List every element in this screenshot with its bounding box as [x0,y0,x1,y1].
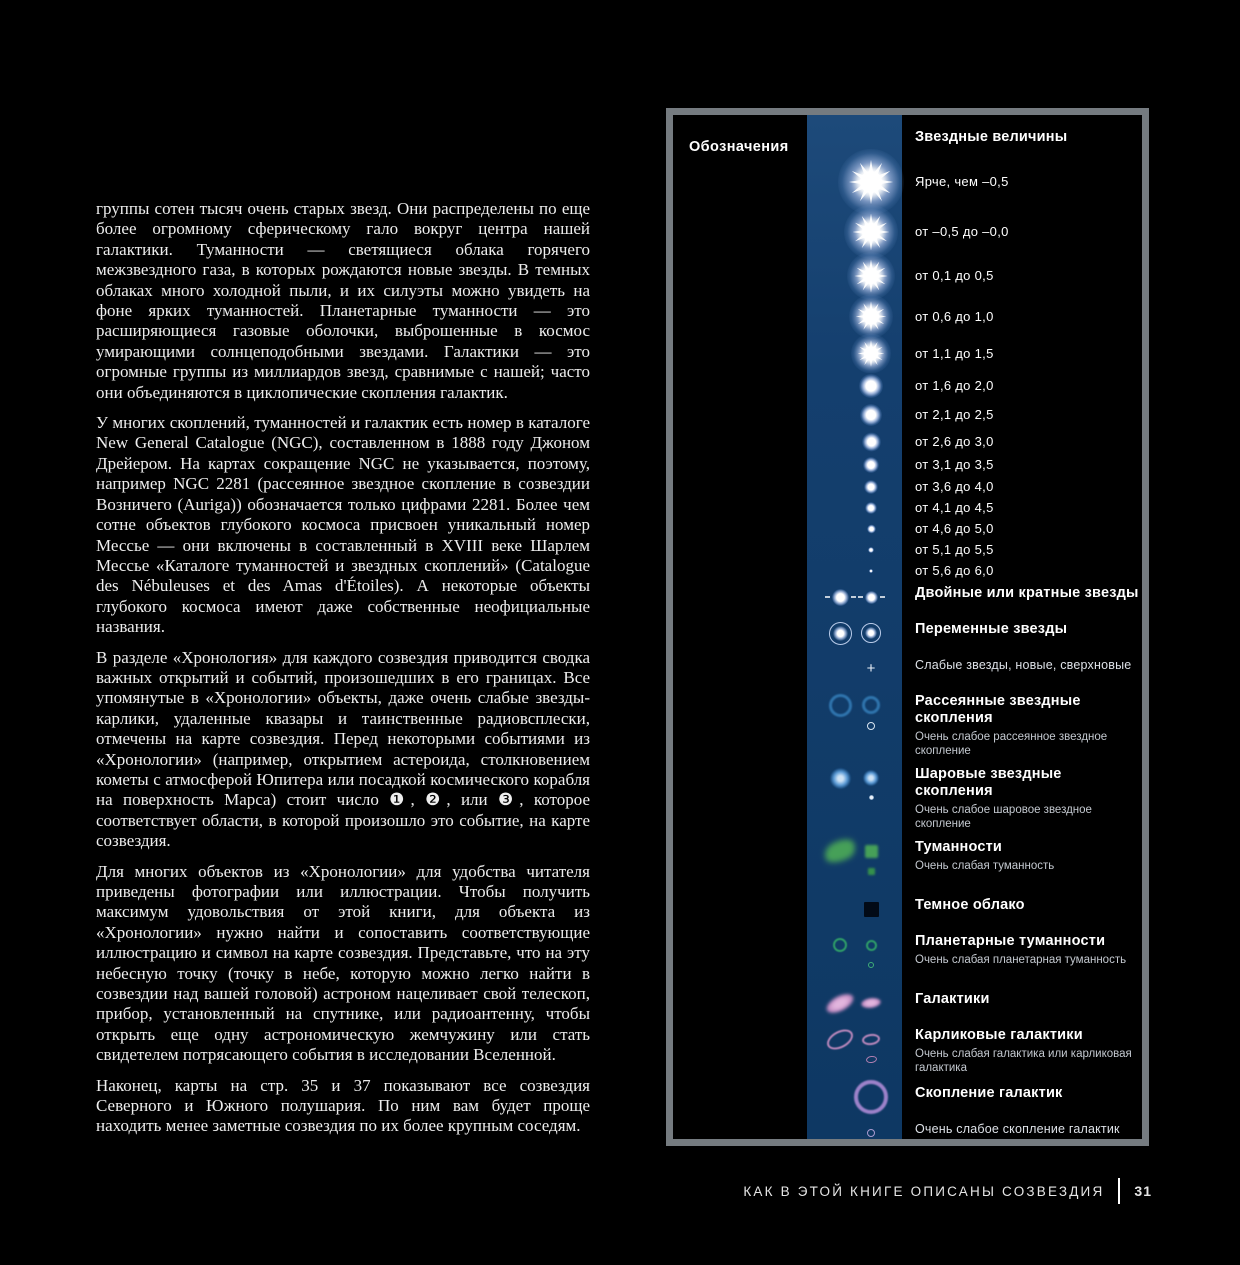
tick [825,596,830,598]
magnitude-label: от 1,6 до 2,0 [915,378,994,393]
magnitude-row [673,429,1142,454]
body-paragraph: Наконец, карты на стр. 35 и 37 показывают все созвездия Северного и Южного полушария. По ним вам будет проще находить менее заметные созвездия по их более крупным соседям. [96,1075,590,1136]
double-star-icon [858,591,885,604]
galaxy-cluster-ring-icon [854,1080,888,1114]
label-cell [902,541,1142,559]
symbol-slot [847,569,895,573]
article-text [96,199,590,1147]
legend-section-title: Очень слабое скопление галактик [915,1122,1120,1136]
label-cell [902,173,1142,191]
magnitude-row [673,336,1142,371]
variable-star-icon [865,627,877,639]
symbol-cell [807,617,902,649]
legend-section [673,929,1142,983]
symbol-cell [807,476,902,497]
symbol-cell [807,987,902,1019]
tick [858,596,863,598]
label-cell [902,1023,1142,1077]
magnitude-label: от 0,6 до 1,0 [915,308,994,324]
symbol-cell [807,518,902,539]
label-cell [902,433,1142,451]
legend-section-title: Шаровые звездные скопления [915,766,1062,799]
symbol-cell [807,454,902,476]
label-cell [902,1117,1142,1146]
legend-section [673,835,1142,889]
legend-section-subtitle: Очень слабое шаровое звездное скопление [915,804,1092,830]
magnitude-label: от 5,6 до 6,0 [915,562,994,578]
magnitude-label: от 1,1 до 1,5 [915,345,994,361]
magnitude-label: от –0,5 до –0,0 [915,224,1009,239]
variable-star-icon [833,626,848,641]
dot-icon [860,404,882,426]
faint-symbol-slot [847,795,895,800]
magnitude-row [673,476,1142,497]
footer-chapter-title: КАК В ЭТОЙ КНИГЕ ОПИСАНЫ СОЗВЕЗДИЯ [743,1183,1105,1199]
magnitude-row [673,560,1142,581]
planetary-ring-faint-icon [868,962,874,968]
magnitude-row [673,454,1142,476]
symbol-cell [807,762,902,831]
symbol-slot [847,653,895,685]
label-cell [902,893,1142,925]
symbol-cell [807,497,902,518]
label-cell [902,478,1142,496]
faint-symbol-slot [847,722,895,730]
legend-section [673,1023,1142,1077]
symbol-slot [847,404,895,426]
magnitude-row [673,209,1142,255]
label-cell [902,223,1142,241]
legend-section-title: Слабые звезды, новые, сверхновые [915,658,1132,672]
dark-cloud-icon [864,902,879,917]
planetary-ring-icon [866,940,877,951]
faint-symbol-slot [847,962,895,968]
magnitude-label: от 2,1 до 2,5 [915,407,994,422]
symbol-slot [847,524,895,533]
symbol-slot [847,1081,895,1113]
galaxy-small-icon [860,997,881,1010]
symbol-cell [807,336,902,371]
symbol-slot [847,1023,895,1055]
legend-section [673,1081,1142,1113]
open-cluster-faint-icon [867,722,875,730]
body-paragraph: Для многих объектов из «Хронологии» для удобства читателя приведены фотографии или иллюстрации. Чтобы получить максимум удовольствия от этой книги, для объекта из «Хронологии» нужно найти и сопоставить соответствующие иллюстрацию и символ на карте созвездия. Представьте, что на эту небесную точку (точку в небе, которую можно легко найти в созвездии над вашей головой) астроном нацеливает свой телескоп, прибор, установленный на спутнике, или радиоантенну, чтобы открыть еще одну астрономическую жемчужину или стать свидетелем потрясающего события в исследовании Вселенной. [96,861,590,1065]
symbol-slot [847,893,895,925]
open-cluster-icon [862,696,880,714]
magnitude-row [673,539,1142,560]
legend-section [673,689,1142,758]
symbol-cell [807,929,902,983]
faint-symbol-slot [847,1056,895,1063]
label-cell [902,689,1142,758]
legend-section-title: Скопление галактик [915,1085,1063,1101]
symbol-cell [807,371,902,401]
symbol-cell [807,581,902,613]
label-cell [902,762,1142,831]
label-cell [902,345,1142,363]
symbol-slot [847,929,895,961]
legend-section-title: Рассеянные звездные скопления [915,693,1081,726]
burst-icon [847,158,895,206]
legend-section-title: Темное облако [915,897,1025,913]
symbol-cell [807,689,902,758]
magnitude-row [673,155,1142,209]
label-cell [902,562,1142,580]
symbol-cell [807,155,902,209]
page-number: 31 [1134,1183,1152,1199]
legend-section [673,617,1142,649]
burst-icon [857,339,886,368]
label-cell [902,129,1142,145]
legend-rows [673,115,1142,1146]
magnitude-label: от 5,1 до 5,5 [915,541,994,557]
magnitude-label: от 3,1 до 3,5 [915,457,994,472]
label-cell [902,499,1142,517]
page-footer [743,1178,1152,1204]
legend-section-subtitle: Очень слабая галактика или карликовая галактика [915,1048,1132,1074]
symbol-cell [807,255,902,297]
legend-section-title: Двойные или кратные звезды [915,585,1139,601]
symbol-slot [847,835,895,867]
label-cell [902,377,1142,395]
planetary-ring-icon [833,938,847,952]
dot-icon [865,502,877,514]
symbol-cell [807,1023,902,1077]
symbol-cell [807,297,902,336]
label-cell [902,456,1142,474]
legend-section-title: Туманности [915,839,1003,855]
footer-divider [1118,1178,1120,1204]
burst-core [863,309,878,324]
burst-core [860,171,882,193]
symbol-slot [847,432,895,451]
legend-panel-title: Обозначения [689,139,789,155]
dot-icon [864,480,878,494]
magnitudes-title: Звездные величины [915,129,1068,145]
plus-icon [867,660,876,678]
label-cell [902,653,1142,685]
dot-icon [859,374,883,398]
symbol-slot [847,1117,895,1146]
nebula-square-faint-icon [868,868,875,875]
legend-section [673,1117,1142,1146]
magnitude-label: от 0,1 до 0,5 [915,268,994,283]
symbol-cell [807,129,902,145]
symbol-cell [807,653,902,685]
legend-section [673,762,1142,831]
galaxy-outline-small-icon [861,1032,880,1045]
legend-section [673,987,1142,1019]
legend-section-title: Планетарные туманности [915,933,1106,949]
magnitude-row [673,371,1142,401]
magnitude-label: от 2,6 до 3,0 [915,433,994,449]
burst-icon [851,212,891,252]
legend-section-title: Галактики [915,991,990,1007]
symbol-slot [847,617,895,649]
dot-icon [863,457,879,473]
magnitude-row [673,518,1142,539]
symbol-slot [847,158,895,206]
burst-core [864,347,877,360]
label-cell [902,267,1142,285]
legend-section [673,581,1142,613]
magnitude-label: Ярче, чем –0,5 [915,174,1009,189]
magnitude-row [673,401,1142,429]
dot-icon [862,432,881,451]
dot-icon [869,569,873,573]
symbol-slot [847,480,895,494]
label-cell [902,929,1142,983]
symbol-cell [807,1117,902,1146]
label-cell [902,1081,1142,1113]
magnitude-row [673,497,1142,518]
galaxy-outline-faint-icon [865,1055,877,1063]
symbol-cell [807,893,902,925]
symbol-slot [847,502,895,514]
label-cell [902,406,1142,424]
legend-section [673,653,1142,685]
globular-cluster-icon [863,770,879,786]
faint-symbol-slot [847,868,895,875]
magnitude-row [673,297,1142,336]
magnitudes-header-row [673,129,1142,145]
symbol-cell [807,560,902,581]
dot-faint-icon [869,795,874,800]
symbol-slot [847,374,895,398]
legend-section-title: Карликовые галактики [915,1027,1083,1043]
dot-icon [867,524,876,533]
label-cell [902,617,1142,649]
magnitude-label: от 4,6 до 5,0 [915,520,994,536]
label-cell [902,835,1142,889]
symbol-cell [807,1081,902,1113]
nebula-square-icon [865,845,878,858]
symbol-slot [847,300,895,333]
dot-icon [868,547,874,553]
symbol-slot [847,547,895,553]
small-ring-icon [867,1129,875,1137]
magnitude-row [673,255,1142,297]
magnitude-label: от 3,6 до 4,0 [915,478,994,494]
symbol-slot [847,762,895,794]
star-core [832,589,849,606]
symbol-slot [847,689,895,721]
symbol-slot [847,339,895,368]
legend-section-subtitle: Очень слабое рассеянное звездное скопление [915,731,1108,757]
body-paragraph: группы сотен тысяч очень старых звезд. Они распределены по еще более огромному сферическому гало вокруг центра нашей галактики. Туманности — светящиеся облака горячего межзвездного газа, в которых рождаются новые звезды. В темных облаках много холодной пыли, и их силуэты можно увидеть на фоне ярких туманностей. Планетарные туманности — это расширяющиеся газовые оболочки, выброшенные в космос умирающими солнцеподобными звездами. Галактики — это огромные группы из миллиардов звезд, сравнимые с нашей; часто они объединяются в циклопические скопления галактик. [96,199,590,402]
legend-section-title: Переменные звезды [915,621,1068,637]
tick [880,596,885,598]
symbol-slot [847,212,895,252]
symbol-cell [807,429,902,454]
body-paragraph: У многих скоплений, туманностей и галактик есть номер в каталоге New General Catalogue (NGC), составленном в 1888 году Джоном Дрейером. На картах сокращение NGC не указывается, поэтому, например NGC 2281 (рассеянное звездное скопление в созвездии Возничего (Auriga)) обозначается только цифрами 2281. Более чем сотне объектов глубокого космоса присвоен уникальный номер Мессье — они включены в составленный в XVIII веке Шарлем Мессье «Каталоге туманностей и звездных скоплений» (Catalogue des Nébuleuses et des Amas d'Étoiles). А некоторые объекты глубокого космоса имеют даже собственные неофициальные названия. [96,413,590,637]
body-paragraph: В разделе «Хронология» для каждого созвездия приводится сводка важных открытий и событий, произошедших в его границах. Все упомянутые в «Хронологии» объекты, даже очень слабые звезды-карлики, удаленные квазары и таинственные радиовсплески, отмечены на карте созвездия. Перед некоторыми событиями из «Хронологии» (например, открытием астероида, столкновением кометы с атмосферой Юпитера или посадкой космического корабля на поверхность Марса) стоит число ❶, ❷, или ❸, которое соответствует области, в которой произошло это событие, на карте созвездия. [96,647,590,851]
label-cell [902,520,1142,538]
legend-section-subtitle: Очень слабая планетарная туманность [915,954,1127,966]
symbol-cell [807,835,902,889]
magnitude-label: от 4,1 до 4,5 [915,499,994,515]
legend-section-subtitle: Очень слабая туманность [915,860,1055,872]
symbol-cell [807,401,902,429]
label-cell [902,987,1142,1019]
symbol-cell [807,539,902,560]
star-core [865,591,878,604]
burst-icon [853,258,889,294]
burst-icon [855,300,888,333]
symbol-slot [847,987,895,1019]
legend-panel [666,108,1149,1146]
symbol-slot [847,457,895,473]
symbol-slot [847,581,895,613]
symbol-cell [807,209,902,255]
symbol-slot [847,258,895,294]
label-cell [902,581,1142,613]
label-cell [902,308,1142,326]
legend-section [673,893,1142,925]
